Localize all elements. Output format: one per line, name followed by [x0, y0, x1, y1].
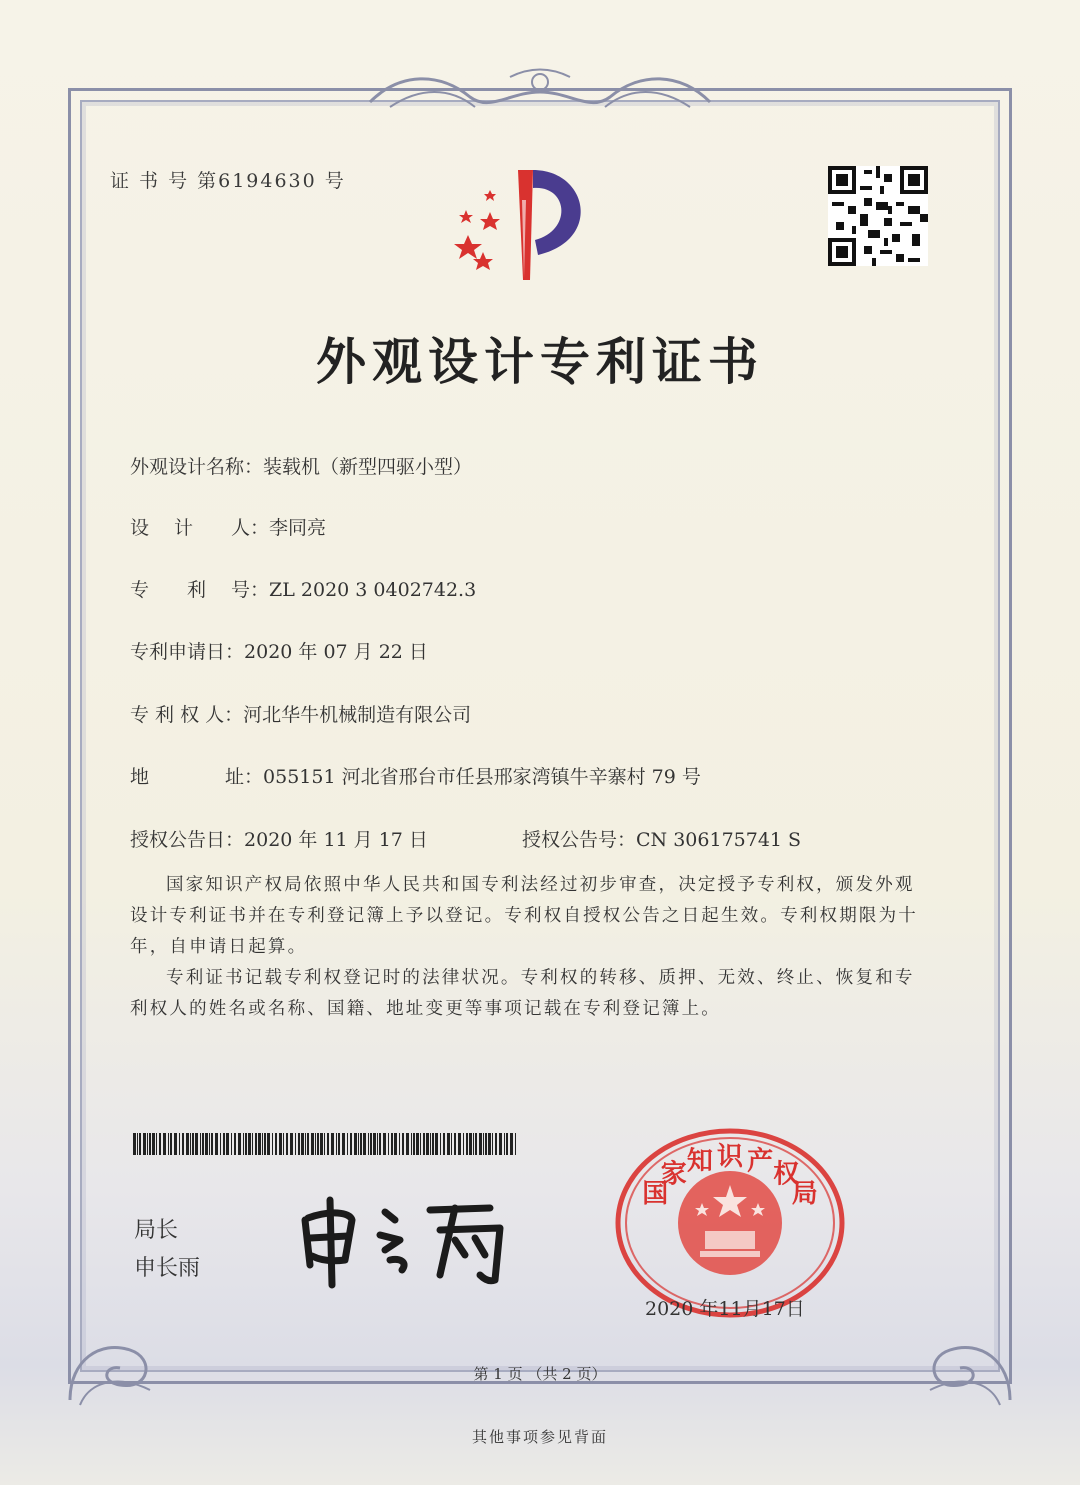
filing-date-label: 专利申请日： — [130, 641, 245, 663]
inner-border-frame — [80, 100, 1000, 1372]
page-number: 第 1 页 （共 2 页） — [473, 1365, 607, 1383]
statement-paragraph-1: 国家知识产权局依照中华人民共和国专利法经过初步审查，决定授予专利权，颁发外观设计专利证书并在专利登记簿上予以登记。专利权自授权公告之日起生效。专利权期限为十年，自申请日起算。 — [130, 875, 918, 957]
grant-number-field — [522, 825, 801, 852]
design-name-field — [130, 452, 472, 479]
designer-field — [130, 513, 326, 540]
qr-code — [828, 166, 928, 266]
designer-value: 李同亮 — [269, 517, 327, 539]
seal-text: 国家知 识 产权局 — [642, 1142, 818, 1210]
filing-date-value: 2020 年 07 月 22 日 — [244, 641, 428, 663]
address-label: 地 址： — [130, 766, 264, 788]
statement-paragraph-2: 专利证书记载专利权登记时的法律状况。专利权的转移、质押、无效、终止、恢复和专利权人的姓名或名称、国籍、地址变更等事项记载在专利登记簿上。 — [130, 968, 915, 1019]
footer-note: 其他事项参见背面 — [471, 1428, 608, 1446]
patent-number-field — [130, 575, 476, 602]
patentee-label: 专 利 权 人： — [130, 704, 244, 726]
address-field — [130, 762, 701, 789]
grant-date-field — [130, 825, 428, 852]
director-name: 申长雨 — [134, 1256, 201, 1281]
grant-date-value: 2020 年 11 月 17 日 — [244, 829, 428, 851]
barcode — [133, 1133, 518, 1155]
grant-date-label: 授权公告日： — [130, 829, 245, 851]
patentee-field — [130, 700, 471, 727]
grant-number-value: CN 306175741 S — [636, 829, 802, 851]
address-value: 055151 河北省邢台市任县邢家湾镇牛辛寨村 79 号 — [263, 766, 701, 788]
design-name-label: 外观设计名称： — [130, 456, 264, 478]
designer-label: 设 计 人： — [130, 517, 270, 539]
seal-date: 2020 年11月17日 — [645, 1298, 805, 1320]
filing-date-field — [130, 637, 428, 664]
patent-number-label: 专 利 号： — [130, 579, 270, 601]
top-ornament — [360, 62, 720, 122]
director-title: 局长 — [134, 1218, 179, 1243]
page-title: 外观设计专利证书 — [316, 333, 764, 391]
grant-number-label: 授权公告号： — [522, 829, 637, 851]
patentee-value: 河北华牛机械制造有限公司 — [243, 704, 472, 726]
design-name-value: 装载机（新型四驱小型） — [263, 456, 473, 478]
cnipa-logo — [438, 160, 618, 285]
patent-number-value: ZL 2020 3 0402742.3 — [269, 579, 477, 601]
official-seal — [610, 1123, 850, 1323]
certificate-number: 证 书 号 第6194630 号 — [110, 170, 346, 192]
director-signature — [290, 1190, 530, 1290]
